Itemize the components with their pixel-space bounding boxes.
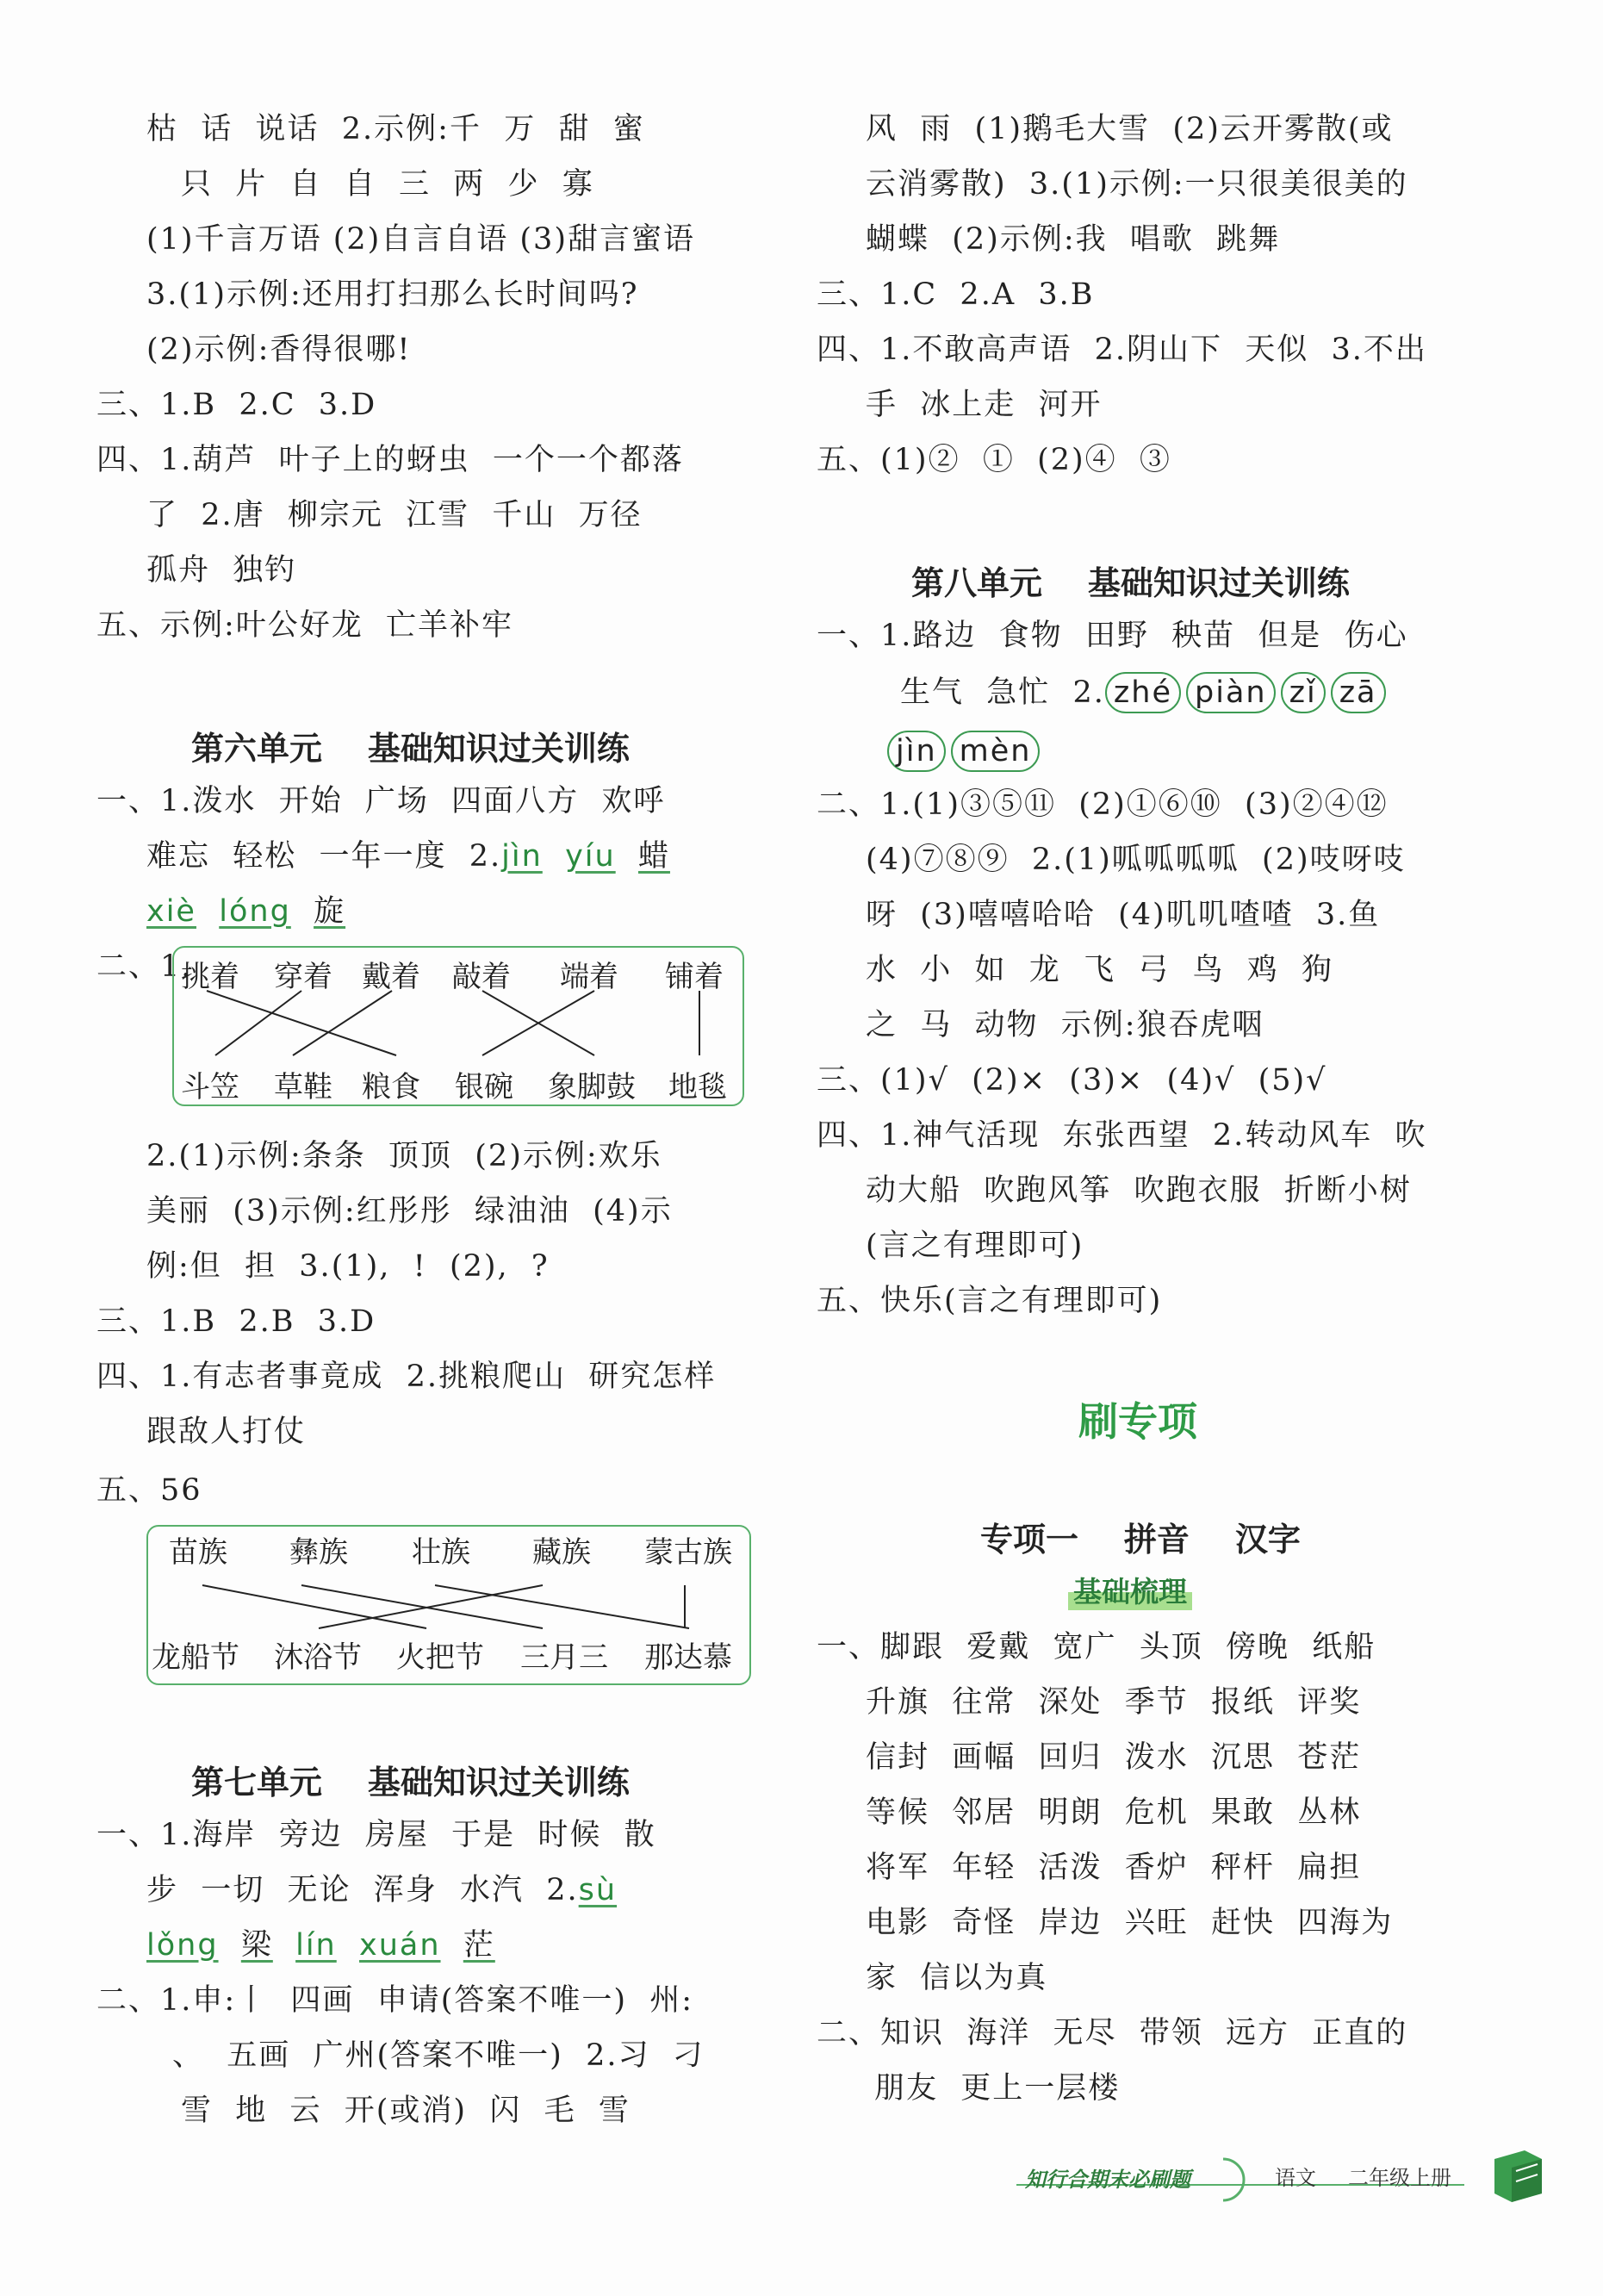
left-line-4: 3.(1)示例:还用打扫那么长时间吗? [146, 277, 639, 312]
s-line-7: 家 信以为真 [866, 1961, 1048, 1995]
u8-line-4: 二、1.(1)③⑤⑪ (2)①⑥⑩ (3)②④⑫ [817, 787, 1389, 822]
match-item: 穿着 [274, 960, 332, 994]
left-line-5: (2)示例:香得很哪! [146, 333, 412, 367]
char: 旋 [314, 894, 346, 929]
unit7-title: 第七单元 基础知识过关训练 [191, 1764, 630, 1801]
match-item: 那达慕 [644, 1640, 732, 1675]
match-item: 苗族 [169, 1535, 227, 1570]
pinyin: jìn [501, 839, 543, 874]
u6-line-10: 五、56 [96, 1473, 202, 1508]
footer-grade: 二年级上册 [1348, 2166, 1451, 2190]
match-item: 龙船节 [152, 1640, 239, 1675]
match-item: 粮食 [362, 1070, 420, 1104]
u8-line-1: 一、1.路边 食物 田野 秧苗 但是 伤心 [817, 619, 1408, 653]
pinyin: yíu [565, 839, 616, 874]
circled-pinyin: mèn [951, 731, 1041, 772]
u8-line-10: 四、1.神气活现 东张西望 2.转动风车 吹 [817, 1118, 1427, 1153]
u6-line-2: 难忘 轻松 一年一度 2.jìn yíu 蜡 [146, 839, 670, 874]
char: 茫 [463, 1928, 495, 1963]
circled-pinyin: jìn [887, 731, 946, 772]
u8-line-11: 动大船 吹跑风筝 吹跑衣服 折断小树 [866, 1173, 1412, 1208]
match-item: 火把节 [396, 1640, 484, 1675]
match-item: 草鞋 [274, 1070, 332, 1104]
right-line-5: 四、1.不敢高声语 2.阴山下 天似 3.不出 [817, 333, 1427, 367]
pinyin: sù [578, 1873, 618, 1907]
s-line-5: 将军 年轻 活泼 香炉 秤杆 扁担 [866, 1851, 1362, 1885]
u7-line-1: 一、1.海岸 旁边 房屋 于是 时候 散 [96, 1818, 656, 1852]
left-line-10: 五、示例:叶公好龙 亡羊补牢 [96, 608, 514, 643]
u6-line-7: 三、1.B 2.B 3.D [96, 1304, 376, 1339]
u7-line-5: 、 五画 广州(答案不唯一) 2.习 刁 [172, 2038, 705, 2073]
match-item: 银碗 [455, 1070, 513, 1104]
left-line-6: 三、1.B 2.C 3.D [96, 388, 377, 422]
u8-line-5: (4)⑦⑧⑨ 2.(1)呱呱呱呱 (2)吱呀吱 [866, 843, 1406, 877]
right-line-3: 蝴蝶 (2)示例:我 唱歌 跳舞 [866, 222, 1281, 257]
right-line-1: 风 雨 (1)鹅毛大雪 (2)云开雾散(或 [866, 112, 1394, 146]
section-title: 刷专项 [1078, 1398, 1197, 1445]
footer-arc [1223, 2159, 1244, 2200]
s-line-6: 电影 奇怪 岸边 兴旺 赶快 四海为 [866, 1906, 1394, 1940]
circled-pinyin: zā [1331, 672, 1386, 713]
match-item: 沐浴节 [274, 1640, 362, 1675]
left-line-3: (1)千言万语 (2)自言自语 (3)甜言蜜语 [146, 222, 695, 257]
match-item: 三月三 [520, 1640, 608, 1675]
match-item: 斗笠 [181, 1070, 239, 1104]
right-line-6: 手 冰上走 河开 [866, 388, 1103, 422]
u6-er-label: 二、1. [96, 949, 193, 984]
match-item: 铺着 [665, 960, 724, 994]
right-line-7: 五、(1)② ① (2)④ ③ [817, 443, 1171, 477]
right-line-4: 三、1.C 2.A 3.B [817, 277, 1095, 312]
match-item: 壮族 [412, 1535, 470, 1570]
match-item: 戴着 [362, 960, 420, 994]
s-line-9: 朋友 更上一层楼 [874, 2071, 1121, 2106]
unit8-title: 第八单元 基础知识过关训练 [911, 564, 1350, 602]
s-line-2: 升旗 往常 深处 季节 报纸 评奖 [866, 1685, 1362, 1720]
pinyin: xuán [359, 1928, 441, 1963]
u6-line-4: 2.(1)示例:条条 顶顶 (2)示例:欢乐 [146, 1139, 662, 1173]
circled-pinyin: piàn [1186, 672, 1276, 713]
match-item: 象脚鼓 [548, 1070, 636, 1104]
s-line-4: 等候 邻居 明朗 危机 果敢 丛林 [866, 1795, 1362, 1830]
s-line-3: 信封 画幅 回归 泼水 沉思 苍茫 [866, 1740, 1362, 1775]
u8-line-9: 三、(1)√ (2)× (3)× (4)√ (5)√ [817, 1063, 1327, 1098]
u8-line-13: 五、快乐(言之有理即可) [817, 1284, 1163, 1318]
book-icon [1494, 2150, 1542, 2202]
char: 蜡 [637, 839, 670, 874]
u8-line-12: (言之有理即可) [866, 1229, 1084, 1263]
match-item: 藏族 [532, 1535, 591, 1570]
right-line-2: 云消雾散) 3.(1)示例:一只很美很美的 [866, 167, 1408, 202]
u6-line-5: 美丽 (3)示例:红彤彤 绿油油 (4)示 [146, 1194, 673, 1229]
left-line-1: 枯 话 说话 2.示例:千 万 甜 蜜 [146, 112, 645, 146]
left-line-8: 了 2.唐 柳宗元 江雪 千山 万径 [146, 498, 643, 532]
u6-line-6: 例:但 担 3.(1), ! (2), ? [146, 1249, 550, 1284]
s-line-8: 二、知识 海洋 无尽 带领 远方 正直的 [817, 2016, 1408, 2050]
match-item: 彝族 [289, 1535, 348, 1570]
pinyin: xiè [146, 894, 196, 929]
circled-pinyin: zǐ [1281, 672, 1326, 713]
special-title: 专项一 拼音 汉字 [980, 1521, 1301, 1559]
match-item: 地毯 [668, 1070, 727, 1104]
pinyin: lóng [219, 894, 291, 929]
left-line-2: 只 片 自 自 三 两 少 寡 [181, 167, 594, 202]
u7-line-2: 步 一切 无论 浑身 水汽 2.sù [146, 1873, 618, 1907]
unit6-title: 第六单元 基础知识过关训练 [191, 730, 630, 768]
footer-brand: 知行合期末必刷题 [1025, 2168, 1190, 2192]
u7-line-4: 二、1.申:丨 四画 申请(答案不唯一) 州: [96, 1983, 694, 2018]
footer-subject: 语文 [1275, 2166, 1316, 2190]
u7-line-6: 雪 地 云 开(或消) 闪 毛 雪 [181, 2094, 631, 2128]
u8-line-6: 呀 (3)嘻嘻哈哈 (4)叽叽喳喳 3.鱼 [866, 898, 1381, 932]
u6-line-9: 跟敌人打仗 [146, 1415, 307, 1449]
u8-line-7: 水 小 如 龙 飞 弓 鸟 鸡 狗 [866, 953, 1334, 987]
section-tag: 基础梳理 [1068, 1570, 1192, 1610]
match-item: 端着 [560, 960, 618, 994]
u8-line-8: 之 马 动物 示例:狼吞虎咽 [866, 1008, 1264, 1042]
left-line-9: 孤舟 独钓 [146, 553, 297, 588]
u6-line-8: 四、1.有志者事竟成 2.挑粮爬山 研究怎样 [96, 1360, 717, 1394]
match-item: 挑着 [181, 960, 239, 994]
char: 梁 [240, 1928, 273, 1963]
match-item: 蒙古族 [644, 1535, 732, 1570]
circled-pinyin: zhé [1105, 672, 1181, 713]
match-item: 敲着 [452, 960, 511, 994]
u6-line-1: 一、1.泼水 开始 广场 四面八方 欢呼 [96, 784, 666, 818]
left-line-7: 四、1.葫芦 叶子上的蚜虫 一个一个都落 [96, 443, 684, 477]
s-line-1: 一、脚跟 爱戴 宽广 头顶 傍晚 纸船 [817, 1630, 1376, 1664]
pinyin: lǒng [146, 1928, 219, 1963]
pinyin: lín [295, 1928, 337, 1963]
u8-line-2: 生气 急忙 2. zhé piàn zǐ zā [900, 672, 1391, 713]
